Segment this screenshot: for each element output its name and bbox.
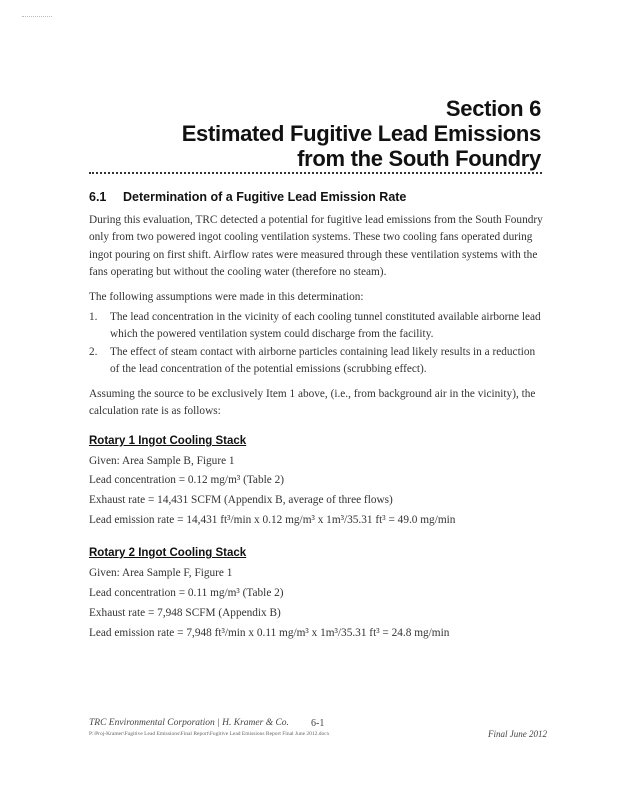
section-title-line-2: from the South Foundry <box>297 146 541 171</box>
footer-company: TRC Environmental Corporation | H. Kramer & Co. <box>89 718 289 728</box>
heading-divider <box>89 172 542 174</box>
assumption-text: The effect of steam contact with airborne particles containing lead likely results in a reduction of the lead concentration of the potential emissions (scrubbing effect). <box>110 346 536 375</box>
assumption-number: 2. <box>89 346 98 358</box>
stack-2-given: Given: Area Sample F, Figure 1 <box>89 567 233 579</box>
subsection-number: 6.1 <box>89 190 107 204</box>
assumption-item <box>89 309 544 343</box>
stack-1-given: Given: Area Sample B, Figure 1 <box>89 455 235 467</box>
stack-1-title: Rotary 1 Ingot Cooling Stack <box>89 435 247 447</box>
subsection-heading <box>89 190 406 204</box>
assuming-paragraph: Assuming the source to be exclusively Item 1 above, (i.e., from background air in the vicinity), the calculation rate is as follows: <box>89 388 536 418</box>
stack-2-emission: Lead emission rate = 7,948 ft³/min x 0.11 mg/m³ x 1m³/35.31 ft³ = 24.8 mg/min <box>89 627 450 639</box>
stack-1-emission: Lead emission rate = 14,431 ft³/min x 0.12 mg/m³ x 1m³/35.31 ft³ = 49.0 mg/min <box>89 514 456 526</box>
section-title-line-1: Estimated Fugitive Lead Emissions <box>181 121 541 146</box>
stack-2-title: Rotary 2 Ingot Cooling Stack <box>89 547 247 559</box>
section-number-heading: Section 6 <box>445 96 541 121</box>
assumption-text: The lead concentration in the vicinity of each cooling tunnel constituted available airborne lead which the powered ventilation system could discharge from the facility. <box>110 311 541 340</box>
stack-2-concentration: Lead concentration = 0.11 mg/m³ (Table 2) <box>89 587 284 599</box>
subsection-title: Determination of a Fugitive Lead Emission Rate <box>123 190 407 204</box>
assumption-number: 1. <box>89 311 98 323</box>
stack-2-exhaust: Exhaust rate = 7,948 SCFM (Appendix B) <box>89 607 281 619</box>
assumption-item <box>89 344 544 378</box>
assumptions-intro: The following assumptions were made in this determination: <box>89 291 364 303</box>
footer-file-path: P:\Proj-Kramer\Fugitive Lead Emissions\Final Report\Fugitive Lead Emissions Report Final June 2012.docx <box>89 731 330 737</box>
stack-1-exhaust: Exhaust rate = 14,431 SCFM (Appendix B, average of three flows) <box>89 494 393 506</box>
stack-1-concentration: Lead concentration = 0.12 mg/m³ (Table 2) <box>89 474 284 486</box>
intro-paragraph: During this evaluation, TRC detected a potential for fugitive lead emissions from the South Foundry only from two powered ingot cooling ventilation systems. These two cooling fans operated during ingot pouring on first shift. Airflow rates were measured through these ventilation systems with the fans operating but without the cooling water (therefore no steam). <box>89 214 543 279</box>
page-number: 6-1 <box>311 718 325 729</box>
scan-artifact <box>22 16 52 17</box>
footer-status: Final June 2012 <box>488 729 547 739</box>
